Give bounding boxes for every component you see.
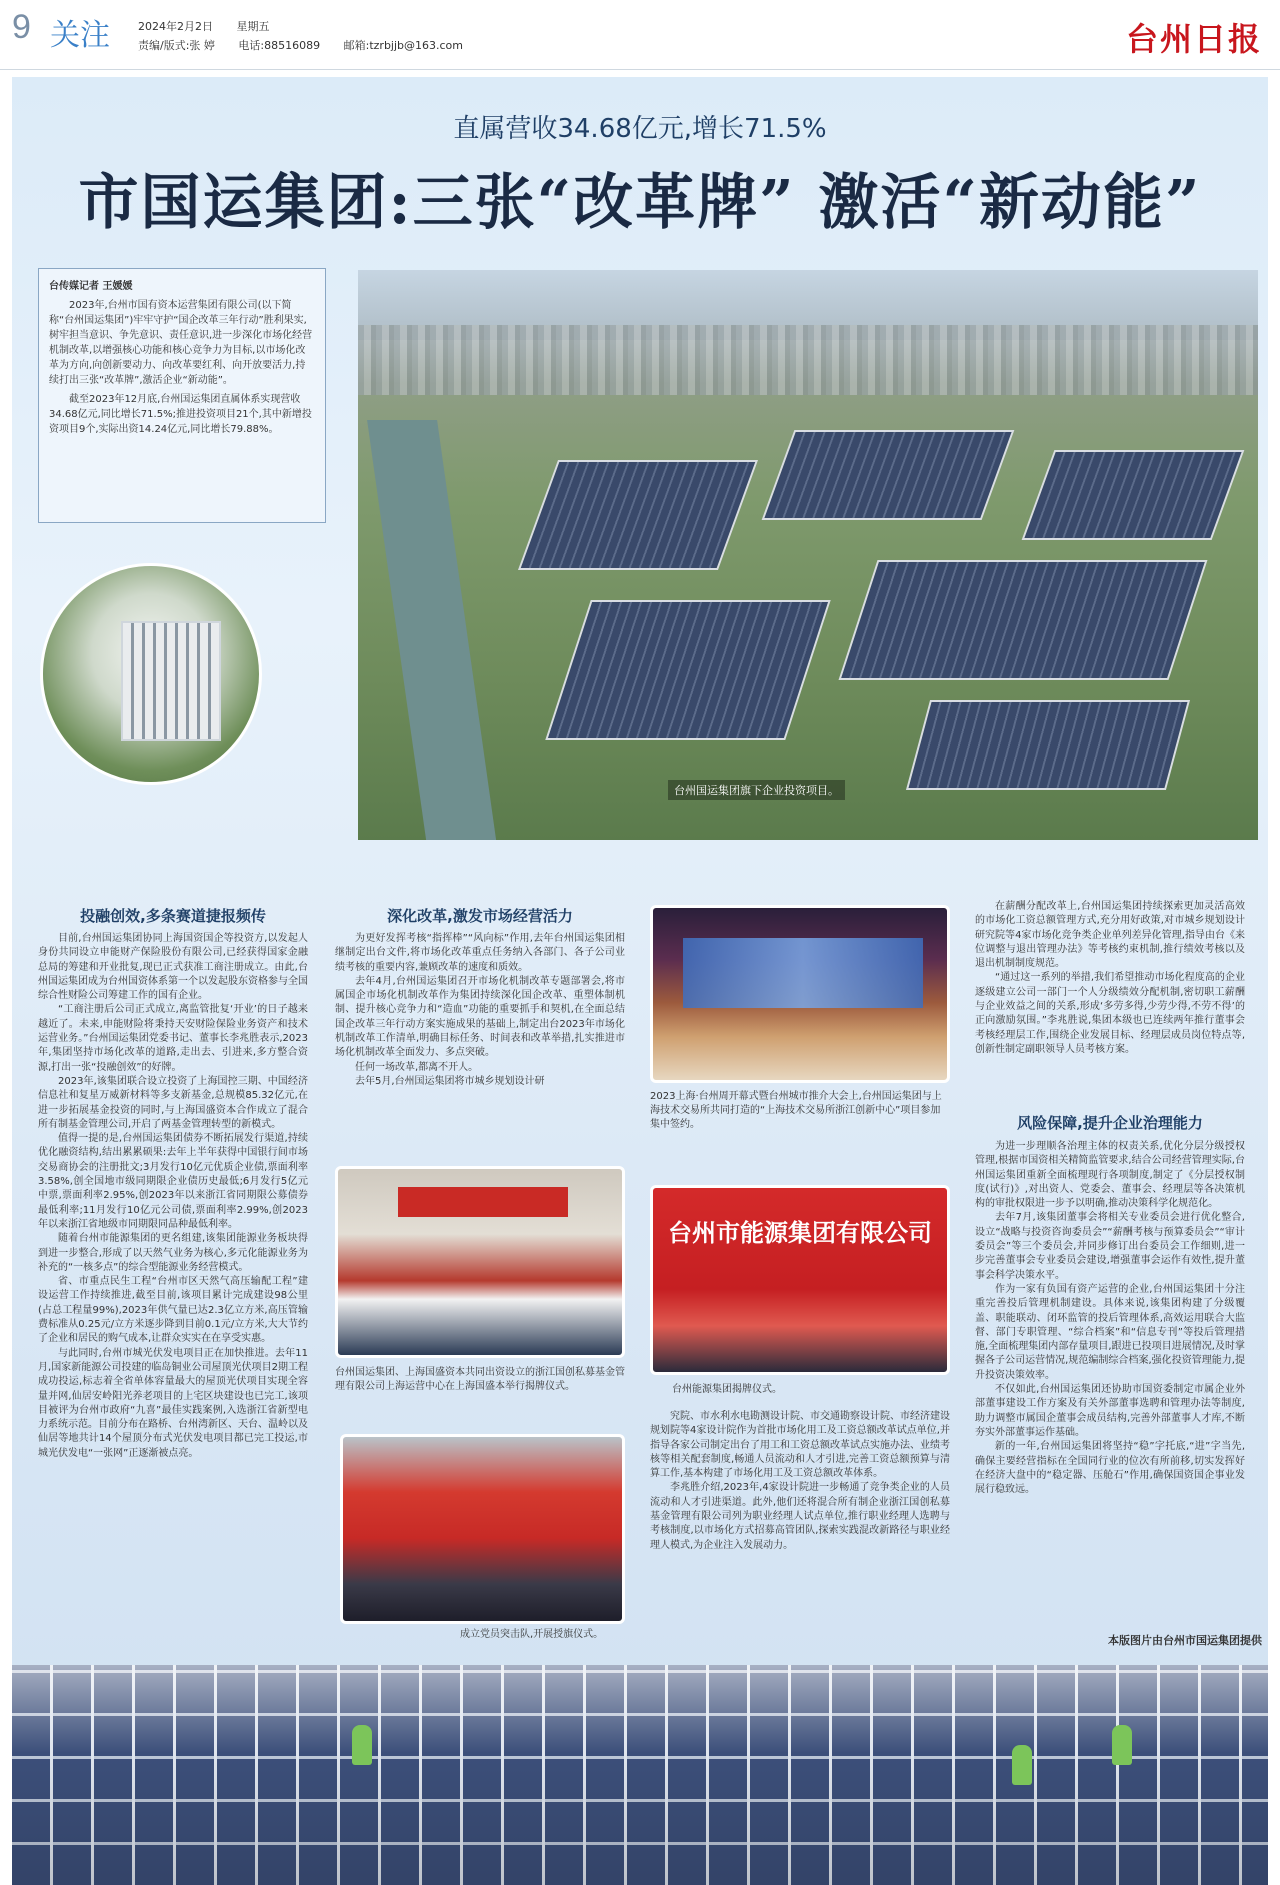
column-2-body [335,932,625,1160]
paragraph: 作为一家有负国有资产运营的企业,台州国运集团十分注重完善投后管理机制建设。具体来说,该集团构建了分级覆盖、职能联动、闭环监管的投后管理体系,高效运用联合大监督、部门专职管理、“综合档案”和“信息专刊”等投后管理措施,全面梳理集团内部存量项目,跟进已投项目进展情况,及时掌握各子公司运营情况,规范编制综合档案,强化投资管理能力,提升投资决策效率。 [975,1283,1245,1381]
email: 邮箱:tzrbjjb@163.com [343,39,464,52]
column-4-top-body [975,900,1245,1095]
page-number: 9 [12,8,31,46]
article-headline: 市国运集团:三张“改革牌” 激活“新动能” [78,168,1202,238]
paragraph: 值得一提的是,台州国运集团债券不断拓展发行渠道,持续优化融资结构,结出累累硕果:去年上半年获得中国银行间市场交易商协会的注册批文;3月发行10亿元优质企业债,票面利率3.58%,创全国地市级同期限企业债历史最低;6月发行5亿元中票,票面利率2.95%,创2023年以来浙江省同期限公募债券最低利率;11月发行10亿元公司债,票面利率2.99%,创2023年以来浙江省地级市同期限同品种最低利率。 [38,1133,308,1230]
paragraph: 去年4月,台州国运集团召开市场化机制改革专题部署会,将市属国企市场化机制改革作为集团持续深化国企改革、重塑体制机制、提升核心竞争力和“造血”功能的重要抓手和契机,在全面总结国企改革三年行动方案实施成果的基础上,制定出台2023年市场化机制改革工作清单,明确目标任务、时间表和改革举措,扎实推进市场化机制改革全面发力、多点突破。 [335,975,625,1059]
conference-caption: 2023上海·台州周开幕式暨台州城市推介大会上,台州国运集团与上海技术交易所共同打造的“上海技术交易所浙江创新中心”项目参加集中签约。 [650,1091,942,1130]
byline: 台传媒记者 王媛媛 [49,281,133,292]
paragraph: 不仅如此,台州国运集团还协助市国资委制定市属企业外部董事建设工作方案及有关外部董事选聘和管理办法等制度,助力调整市属国企董事会成员结构,完善外部董事人才库,不断夯实外部董事运作基础。 [975,1384,1245,1438]
energy-group-photo [650,1185,950,1375]
signing-caption: 台州国运集团、上海国盛资本共同出资设立的浙江国创私募基金管理有限公司上海运营中心在上海国盛本举行揭牌仪式。 [335,1367,625,1392]
energy-caption: 台州能源集团揭牌仪式。 [672,1384,782,1395]
photo-credit: 本版图片由台州市国运集团提供 [1108,1634,1262,1647]
masthead [0,0,1280,70]
party-caption: 成立党员突击队,开展授旗仪式。 [460,1629,604,1640]
paragraph: 究院、市水利水电勘测设计院、市交通勘察设计院、市经济建设规划院等4家设计院作为首批市场化用工及工资总额改革试点单位,并指导各家公司制定出台了用工和工资总额改革试点实施办法、业绩考核等相关配套制度,畅通人员流动和人才引进,完善工资总额预算与清算工作,基本构建了市场化用工及工资总额改革体系。 [650,1411,950,1480]
paragraph: “工商注册后公司正式成立,离监管批复‘开业’的日子越来越近了。未来,申能财险将秉持天安财险保险业务资产和技术运营业务。”台州国运集团党委书记、董事长李兆胜表示,2023年,集团坚持市场化改革的道路,走出去、引进来,多方整合资源,打出一张“投融创效”的好牌。 [38,1004,308,1073]
newspaper-logo: 台州日报 [1125,20,1262,58]
paragraph: 随着台州市能源集团的更名组建,该集团能源业务板块得到进一步整合,形成了以天然气业务为核心,多元化能源业务为补充的“一核多点”的综合型能源业务经营模式。 [38,1233,308,1273]
section-name: 关注 [50,18,110,53]
issue-date: 2024年2月2日 [138,20,213,33]
conference-photo [650,905,950,1083]
column-1-title: 投融创效,多条赛道捷报频传 [80,907,266,925]
paragraph: “通过这一系列的举措,我们希望推动市场化程度高的企业逐级建立公司一部门一个人分级绩效分配机制,密切职工薪酬与企业效益之间的关系,形成‘多劳多得,少劳少得,不劳不得’的正向激励氛围。”李兆胜说,集团本级也已连续两年推行董事会考核经理层工作,围绕企业发展目标、经理层成员岗位特点等,创新性制定副职领导人员考核方案。 [975,972,1245,1055]
building-photo [40,563,262,785]
aerial-photo [358,270,1258,840]
phone: 电话:88516089 [238,39,321,52]
worker-figure [1112,1725,1132,1765]
column-4-body [975,1140,1245,1628]
paragraph: 新的一年,台州国运集团将坚持“稳”字托底,“进”字当先,确保主要经营指标在全国同行业的位次有所前移,切实发挥好在经济大盘中的“稳定器、压舱石”作用,确保国资国企事业发展行稳致远。 [975,1441,1245,1496]
signing-photo [335,1166,625,1358]
issue-weekday: 星期五 [236,20,270,33]
paragraph: 在薪酬分配改革上,台州国运集团持续探索更加灵活高效的市场化工资总额管理方式,充分用好政策,对市城乡规划设计研究院等4家市场化竞争类企业单列差异化管理,指导由台《来位调整与退出管理办法》等考核约束机制,推行绩效考核以及退出机制制度规范。 [975,901,1245,970]
masthead-meta-row-2 [138,37,483,53]
paragraph: 李兆胜介绍,2023年,4家设计院进一步畅通了竞争类企业的人员流动和人才引进渠道。此外,他们还将混合所有制企业浙江国创私募基金管理有限公司列为职业经理人试点单位,推行职业经理人选聘与考核制度,以市场化方式招募高管团队,探索实践混改新路径与职业经理人模式,为企业注入发展动力。 [650,1482,950,1551]
paragraph: 目前,台州国运集团协同上海国资国企等投资方,以发起人身份共同设立申能财产保险股份有限公司,已经获得国家金融总局的筹建和开业批复,现已正式获准工商注册成立。由此,台州国运集团成为台州国资体系第一个以发起股东资格参与全国综合性财险公司筹建工作的国有企业。 [38,933,308,1002]
worker-figure [352,1725,372,1765]
lead-box [38,268,326,523]
lead-paragraph: 截至2023年12月底,台州国运集团直属体系实现营收34.68亿元,同比增长71.5%;推进投资项目21个,其中新增投资项目9个,实际出资14.24亿元,同比增长79.88%。 [49,394,312,435]
paragraph: 去年5月,台州国运集团将市城乡规划设计研 [355,1075,545,1087]
article-subhead: 直属营收34.68亿元,增长71.5% [453,114,827,144]
energy-banner-text: 台州市能源集团有限公司 [668,1219,932,1247]
solar-panel-photo [12,1665,1268,1885]
column-3-body [650,1410,950,1630]
party-photo [340,1434,625,1624]
paragraph: 省、市重点民生工程“台州市区天然气高压输配工程”建设运营工作持续推进,截至目前,该项目累计完成建设98公里(占总工程量99%),2023年供气量已达2.3亿立方米,高压管输费标准从0.25元/立方米逐步降到目前0.1元/立方米,大大节约了企业和居民的购气成本,让群众实实在在享受实惠。 [38,1276,308,1345]
aerial-caption: 台州国运集团旗下企业投资项目。 [668,780,845,800]
masthead-meta-row-1 [138,18,290,34]
lead-paragraph: 2023年,台州市国有资本运营集团有限公司(以下简称“台州国运集团”)牢牢守护“国企改革三年行动”胜利果实,树牢担当意识、争先意识、责任意识,进一步深化市场化经营机制改革,以增强核心功能和核心竞争力为目标,以市场化改革为方向,向创新要动力、向改革要红利、向开放要活力,持续打出三张“改革牌”,激活企业“新动能”。 [49,300,313,386]
paragraph: 去年7月,该集团董事会将相关专业委员会进行优化整合,设立“战略与投资咨询委员会”“薪酬考核与预算委员会”“审计委员会”等三个委员会,并同步修订出台委员会工作细则,进一步完善董事会专业委员会建设,增强董事会运作有效性,提升董事会科学决策水平。 [975,1212,1245,1281]
paragraph: 2023年,该集团联合设立投资了上海国控三期、中国经济信息社和复星万威新材料等多支新基金,总规模85.32亿元,在进一步拓展基金投资的同时,与上海国盛资本合作成立了混合所有制基金管理公司,开启了两基金管理转型的新模式。 [38,1075,308,1130]
column-2-title: 深化改革,激发市场经营活力 [387,907,573,925]
paragraph: 与此同时,台州市城光伏发电项目正在加快推进。去年11月,国家新能源公司投建的临岛铜业公司屋顶光伏项目2期工程成功投运,标志着全省单体容量最大的屋顶光伏项目实现全容量并网,仙居安岭阳光养老项目的上宅区块建设也已完工,该项目被评为台州市政府“九喜”最佳实践案例,入选浙江省新型电力系统示范。目前分布在路桥、台州湾新区、天台、温岭以及仙居等地共计14个屋顶分布式光伏发电项目都已完工投运,市城光伏发电“一张网”正逐渐被点亮。 [38,1347,308,1459]
editor-credit: 责编/版式:张 婷 [138,39,215,52]
paragraph: 为进一步理顺各治理主体的权责关系,优化分层分级授权管理,根据市国资相关精简监管要求,结合公司经营管理实际,台州国运集团重新全面梳理现行各项制度,制定了《分层授权制度(试行)》,对出资人、党委会、董事会、经理层等各决策机构的审批权限进一步予以明确,推动决策科学化规范化。 [975,1141,1245,1210]
paragraph: 为更好发挥考核“指挥棒”“风向标”作用,去年台州国运集团相继制定出台文件,将市场化改革重点任务纳入各部门、各子公司业绩考核的重要内容,兼顾改革的速度和质效。 [335,933,625,973]
column-4-title: 风险保障,提升企业治理能力 [1017,1114,1203,1132]
worker-figure [1012,1745,1032,1785]
column-1-body [38,932,308,1627]
paragraph: 任何一场改革,都离不开人。 [355,1061,479,1073]
